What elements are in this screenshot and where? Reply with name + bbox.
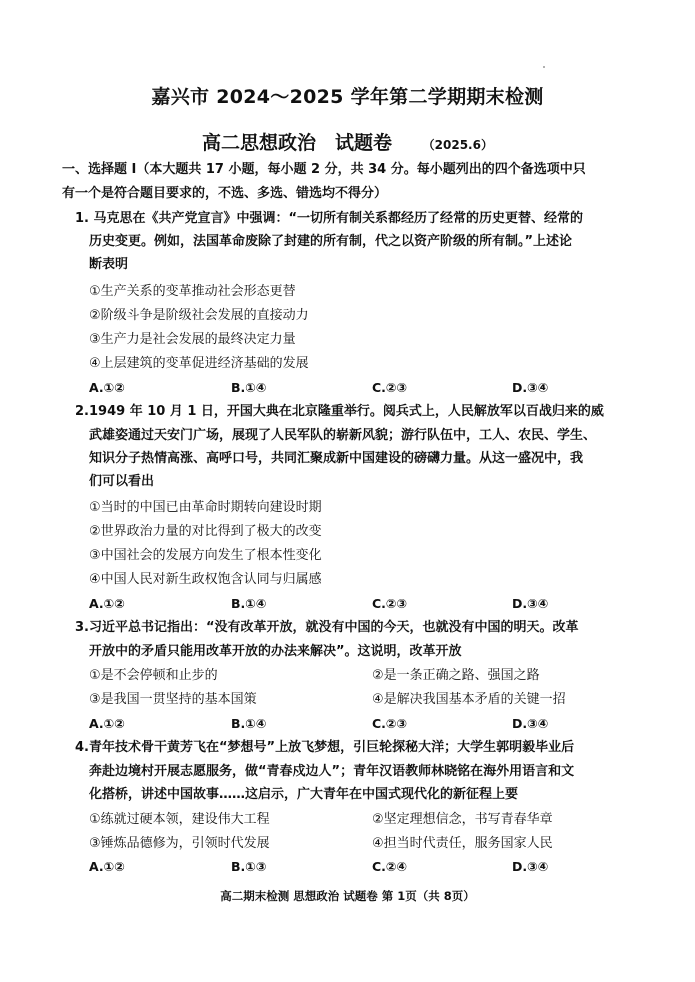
q2-option-4: ④中国人民对新生政权饱含认同与归属感 xyxy=(89,572,322,587)
q1-stem-line3: 断表明 xyxy=(89,257,129,272)
q3-choice-d: D.③④ xyxy=(512,716,549,731)
q4-choice-b: B.①③ xyxy=(231,859,267,874)
q4-stem-line3: 化搭桥，讲述中国故事……这启示，广大青年在中国式现代化的新征程上要 xyxy=(89,787,519,802)
q2-choice-b: B.①④ xyxy=(231,596,267,611)
q1-option-2: ②阶级斗争是阶级社会发展的直接动力 xyxy=(89,308,309,323)
exam-title: 嘉兴市 2024～2025 学年第二学期期末检测 xyxy=(151,86,544,108)
q3-stem-line2: 开放中的矛盾只能用改革开放的办法来解决”。这说明，改革开放 xyxy=(89,644,462,659)
section-header-line1: 一、选择题 I（本大题共 17 小题，每小题 2 分，共 34 分。每小题列出的四个备选项中只 xyxy=(62,162,586,177)
q2-choice-d: D.③④ xyxy=(512,596,549,611)
q3-option-1: ①是不会停顿和止步的 xyxy=(89,668,218,683)
q4-stem-line2: 奔赴边境村开展志愿服务，做“青春戍边人”；青年汉语教师林晓铭在海外用语言和文 xyxy=(89,764,575,779)
q2-option-1: ①当时的中国已由革命时期转向建设时期 xyxy=(89,500,322,515)
q1-stem-line1: 1. 马克思在《共产党宣言》中强调：“一切所有制关系都经历了经常的历史更替、经常的 xyxy=(75,211,584,226)
q2-stem-line3: 知识分子热情高涨、高呼口号，共同汇聚成新中国建设的磅礴力量。从这一盛况中，我 xyxy=(89,451,584,466)
q2-stem-line2: 武雄姿通过天安门广场，展现了人民军队的崭新风貌；游行队伍中，工人、农民、学生、 xyxy=(89,428,597,443)
q2-stem-line1: 2.1949 年 10 月 1 日，开国大典在北京隆重举行。阅兵式上，人民解放军以百战归来的威 xyxy=(75,404,604,419)
q4-choice-d: D.③④ xyxy=(512,859,549,874)
q4-stem-line1: 4.青年技术骨干黄芳飞在“梦想号”上放飞梦想，引巨轮探秘大洋；大学生郭明毅毕业后 xyxy=(75,740,575,755)
q3-option-3: ③是我国一贯坚持的基本国策 xyxy=(89,692,257,707)
q1-choice-c: C.②③ xyxy=(372,380,408,395)
q1-option-1: ①生产关系的变革推动社会形态更替 xyxy=(89,284,296,299)
q1-choice-d: D.③④ xyxy=(512,380,549,395)
q3-choice-a: A.①② xyxy=(89,716,125,731)
scan-speck xyxy=(543,66,545,68)
q4-choice-c: C.②④ xyxy=(372,859,408,874)
q2-stem-line4: 们可以看出 xyxy=(89,474,155,489)
q1-option-4: ④上层建筑的变革促进经济基础的发展 xyxy=(89,356,309,371)
q4-option-1: ①练就过硬本领，建设伟大工程 xyxy=(89,812,270,827)
q2-option-3: ③中国社会的发展方向发生了根本性变化 xyxy=(89,548,322,563)
q4-option-4: ④担当时代责任，服务国家人民 xyxy=(372,836,553,851)
q3-stem-line1: 3.习近平总书记指出：“没有改革开放，就没有中国的今天，也就没有中国的明天。改革 xyxy=(75,620,579,635)
q2-option-2: ②世界政治力量的对比得到了极大的改变 xyxy=(89,524,322,539)
q1-option-3: ③生产力是社会发展的最终决定力量 xyxy=(89,332,296,347)
q2-choice-a: A.①② xyxy=(89,596,125,611)
q3-option-4: ④是解决我国基本矛盾的关键一招 xyxy=(372,692,566,707)
subject-title: 高二思想政治 试题卷 xyxy=(202,132,393,154)
q4-option-2: ②坚定理想信念，书写青春华章 xyxy=(372,812,553,827)
q2-choice-c: C.②③ xyxy=(372,596,408,611)
q3-choice-c: C.②③ xyxy=(372,716,408,731)
q4-option-3: ③锤炼品德修为，引领时代发展 xyxy=(89,836,270,851)
q1-stem-line2: 历史变更。例如，法国革命废除了封建的所有制，代之以资产阶级的所有制。”上述论 xyxy=(89,234,573,249)
q4-choice-a: A.①② xyxy=(89,859,125,874)
q3-choice-b: B.①④ xyxy=(231,716,267,731)
q3-option-2: ②是一条正确之路、强国之路 xyxy=(372,668,540,683)
exam-date: （2025.6） xyxy=(422,138,493,152)
section-header-line2: 有一个是符合题目要求的，不选、多选、错选均不得分） xyxy=(62,186,388,201)
q1-choice-a: A.①② xyxy=(89,380,125,395)
q1-choice-b: B.①④ xyxy=(231,380,267,395)
page-footer: 高二期末检测 思想政治 试题卷 第 1页（共 8页） xyxy=(220,889,475,903)
exam-subtitle xyxy=(0,128,695,155)
